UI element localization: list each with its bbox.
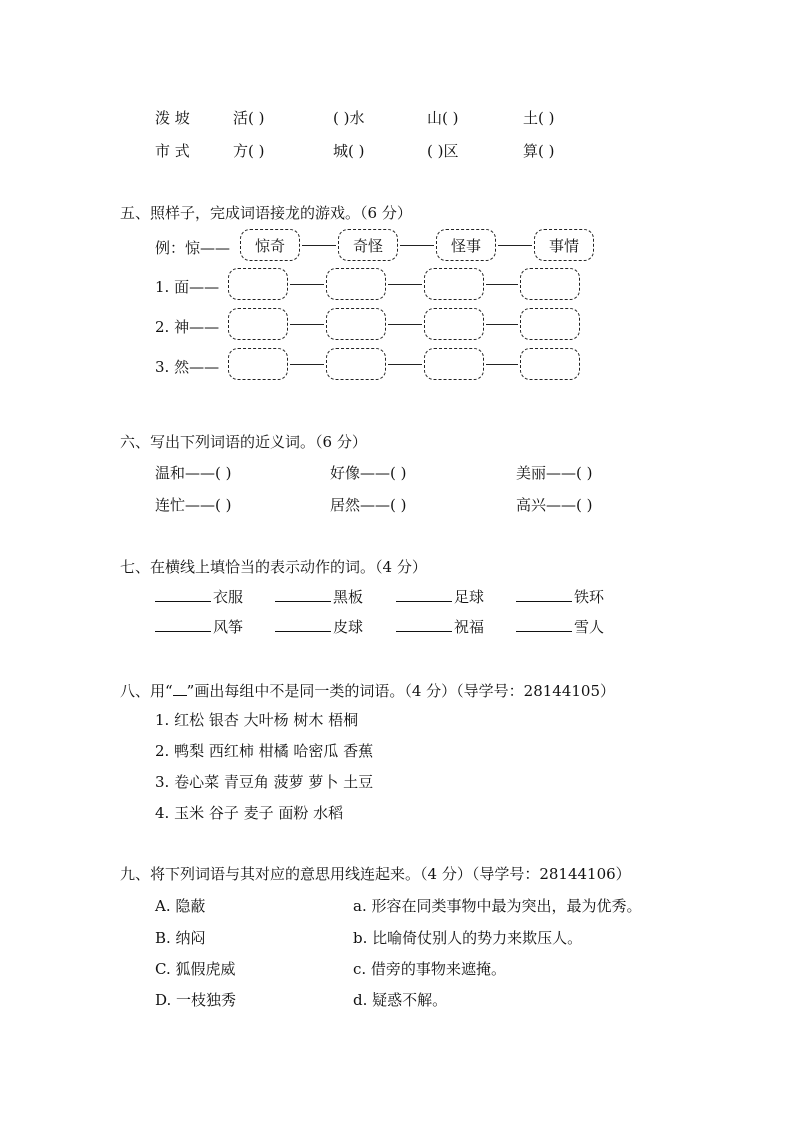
chain-blank-box[interactable] (228, 268, 288, 300)
answer-blank[interactable] (396, 617, 452, 632)
synonym-item[interactable]: 居然——( ) (330, 496, 407, 514)
verb-object: 雪人 (574, 618, 605, 636)
match-term[interactable]: C. 狐假虎威 (155, 960, 236, 978)
chain-word-box (338, 229, 398, 261)
answer-blank[interactable] (275, 617, 331, 632)
verb-object: 祝福 (454, 618, 485, 636)
fill-item[interactable]: 活( ) (233, 109, 265, 127)
verb-fill-item[interactable] (275, 586, 363, 607)
answer-blank[interactable] (516, 617, 572, 632)
chain-blank-box[interactable] (424, 268, 484, 300)
section-5-heading: 五、照样子，完成词语接龙的游戏。（6 分） (120, 204, 412, 222)
fill-row-chars: 泼 坡 (155, 109, 190, 127)
chain-example-row (155, 229, 605, 265)
verb-object: 风筝 (213, 618, 244, 636)
heading-suffix: ”画出每组中不是同一类的词语。（4 分）（导学号：28144105） (186, 682, 616, 700)
chain-word: 奇怪 (352, 236, 383, 255)
chain-word-box (534, 229, 594, 261)
verb-fill-item[interactable] (396, 586, 484, 607)
chain-blank-box[interactable] (520, 268, 580, 300)
chain-blank-box[interactable] (424, 348, 484, 380)
verb-fill-item[interactable] (516, 616, 604, 637)
chain-label: 3. 然—— (155, 358, 220, 376)
fill-item[interactable]: 土( ) (523, 109, 555, 127)
synonym-item[interactable]: 连忙——( ) (155, 496, 232, 514)
answer-blank[interactable] (155, 587, 211, 602)
chain-row-1 (155, 268, 605, 304)
section-7-heading: 七、在横线上填恰当的表示动作的词。（4 分） (120, 558, 427, 576)
synonym-item[interactable]: 美丽——( ) (516, 464, 593, 482)
match-term[interactable]: B. 纳闷 (155, 929, 206, 947)
chain-word: 事情 (548, 236, 579, 255)
heading-prefix: 八、用“ (120, 682, 173, 700)
synonym-item[interactable]: 高兴——( ) (516, 496, 593, 514)
fill-item[interactable]: 山( ) (427, 109, 459, 127)
chain-blank-box[interactable] (326, 268, 386, 300)
chain-row-3 (155, 348, 605, 384)
chain-connector (498, 245, 532, 246)
chain-connector (486, 364, 518, 365)
fill-item[interactable]: ( )区 (427, 142, 459, 160)
verb-object: 足球 (454, 588, 485, 606)
chain-blank-box[interactable] (326, 308, 386, 340)
chain-word-box (240, 229, 300, 261)
chain-connector (388, 284, 422, 285)
section-9-heading: 九、将下列词语与其对应的意思用线连起来。（4 分）（导学号：28144106） (120, 865, 631, 883)
match-term[interactable]: D. 一枝独秀 (155, 991, 237, 1009)
underline-mark-icon (173, 683, 187, 696)
verb-fill-item[interactable] (155, 586, 243, 607)
fill-item[interactable]: ( )水 (333, 109, 365, 127)
chain-blank-box[interactable] (424, 308, 484, 340)
chain-word: 惊奇 (254, 236, 285, 255)
match-meaning[interactable]: b. 比喻倚仗别人的势力来欺压人。 (353, 929, 583, 947)
verb-object: 衣服 (213, 588, 244, 606)
verb-fill-item[interactable] (396, 616, 484, 637)
chain-row-2 (155, 308, 605, 344)
fill-row-chars: 市 式 (155, 142, 190, 160)
verb-object: 铁环 (574, 588, 605, 606)
chain-label: 例：惊—— (155, 239, 231, 257)
chain-blank-box[interactable] (228, 348, 288, 380)
chain-connector (290, 324, 324, 325)
chain-connector (290, 284, 324, 285)
match-term[interactable]: A. 隐蔽 (155, 897, 206, 915)
chain-connector (400, 245, 434, 246)
verb-fill-item[interactable] (155, 616, 243, 637)
synonym-item[interactable]: 温和——( ) (155, 464, 232, 482)
chain-connector (290, 364, 324, 365)
chain-word-box (436, 229, 496, 261)
section-8-heading (120, 680, 615, 701)
answer-blank[interactable] (396, 587, 452, 602)
fill-item[interactable]: 方( ) (233, 142, 265, 160)
chain-blank-box[interactable] (228, 308, 288, 340)
chain-label: 1. 面—— (155, 278, 220, 296)
chain-word: 怪事 (450, 236, 481, 255)
fill-item[interactable]: 城( ) (333, 142, 365, 160)
verb-fill-item[interactable] (275, 616, 363, 637)
verb-object: 黑板 (333, 588, 364, 606)
chain-connector (388, 324, 422, 325)
answer-blank[interactable] (516, 587, 572, 602)
chain-connector (486, 324, 518, 325)
chain-connector (302, 245, 336, 246)
word-group[interactable]: 2. 鸭梨 西红柿 柑橘 哈密瓜 香蕉 (155, 742, 374, 760)
chain-label: 2. 神—— (155, 318, 220, 336)
word-group[interactable]: 3. 卷心菜 青豆角 菠萝 萝卜 土豆 (155, 773, 374, 791)
word-group[interactable]: 4. 玉米 谷子 麦子 面粉 水稻 (155, 804, 344, 822)
chain-connector (486, 284, 518, 285)
synonym-item[interactable]: 好像——( ) (330, 464, 407, 482)
answer-blank[interactable] (275, 587, 331, 602)
fill-item[interactable]: 算( ) (523, 142, 555, 160)
verb-object: 皮球 (333, 618, 364, 636)
answer-blank[interactable] (155, 617, 211, 632)
word-group[interactable]: 1. 红松 银杏 大叶杨 树木 梧桐 (155, 711, 359, 729)
chain-connector (388, 364, 422, 365)
match-meaning[interactable]: c. 借旁的事物来遮掩。 (353, 960, 506, 978)
section-6-heading: 六、写出下列词语的近义词。（6 分） (120, 433, 367, 451)
chain-blank-box[interactable] (520, 348, 580, 380)
verb-fill-item[interactable] (516, 586, 604, 607)
chain-blank-box[interactable] (326, 348, 386, 380)
chain-blank-box[interactable] (520, 308, 580, 340)
match-meaning[interactable]: a. 形容在同类事物中最为突出，最为优秀。 (353, 897, 642, 915)
match-meaning[interactable]: d. 疑惑不解。 (353, 991, 448, 1009)
